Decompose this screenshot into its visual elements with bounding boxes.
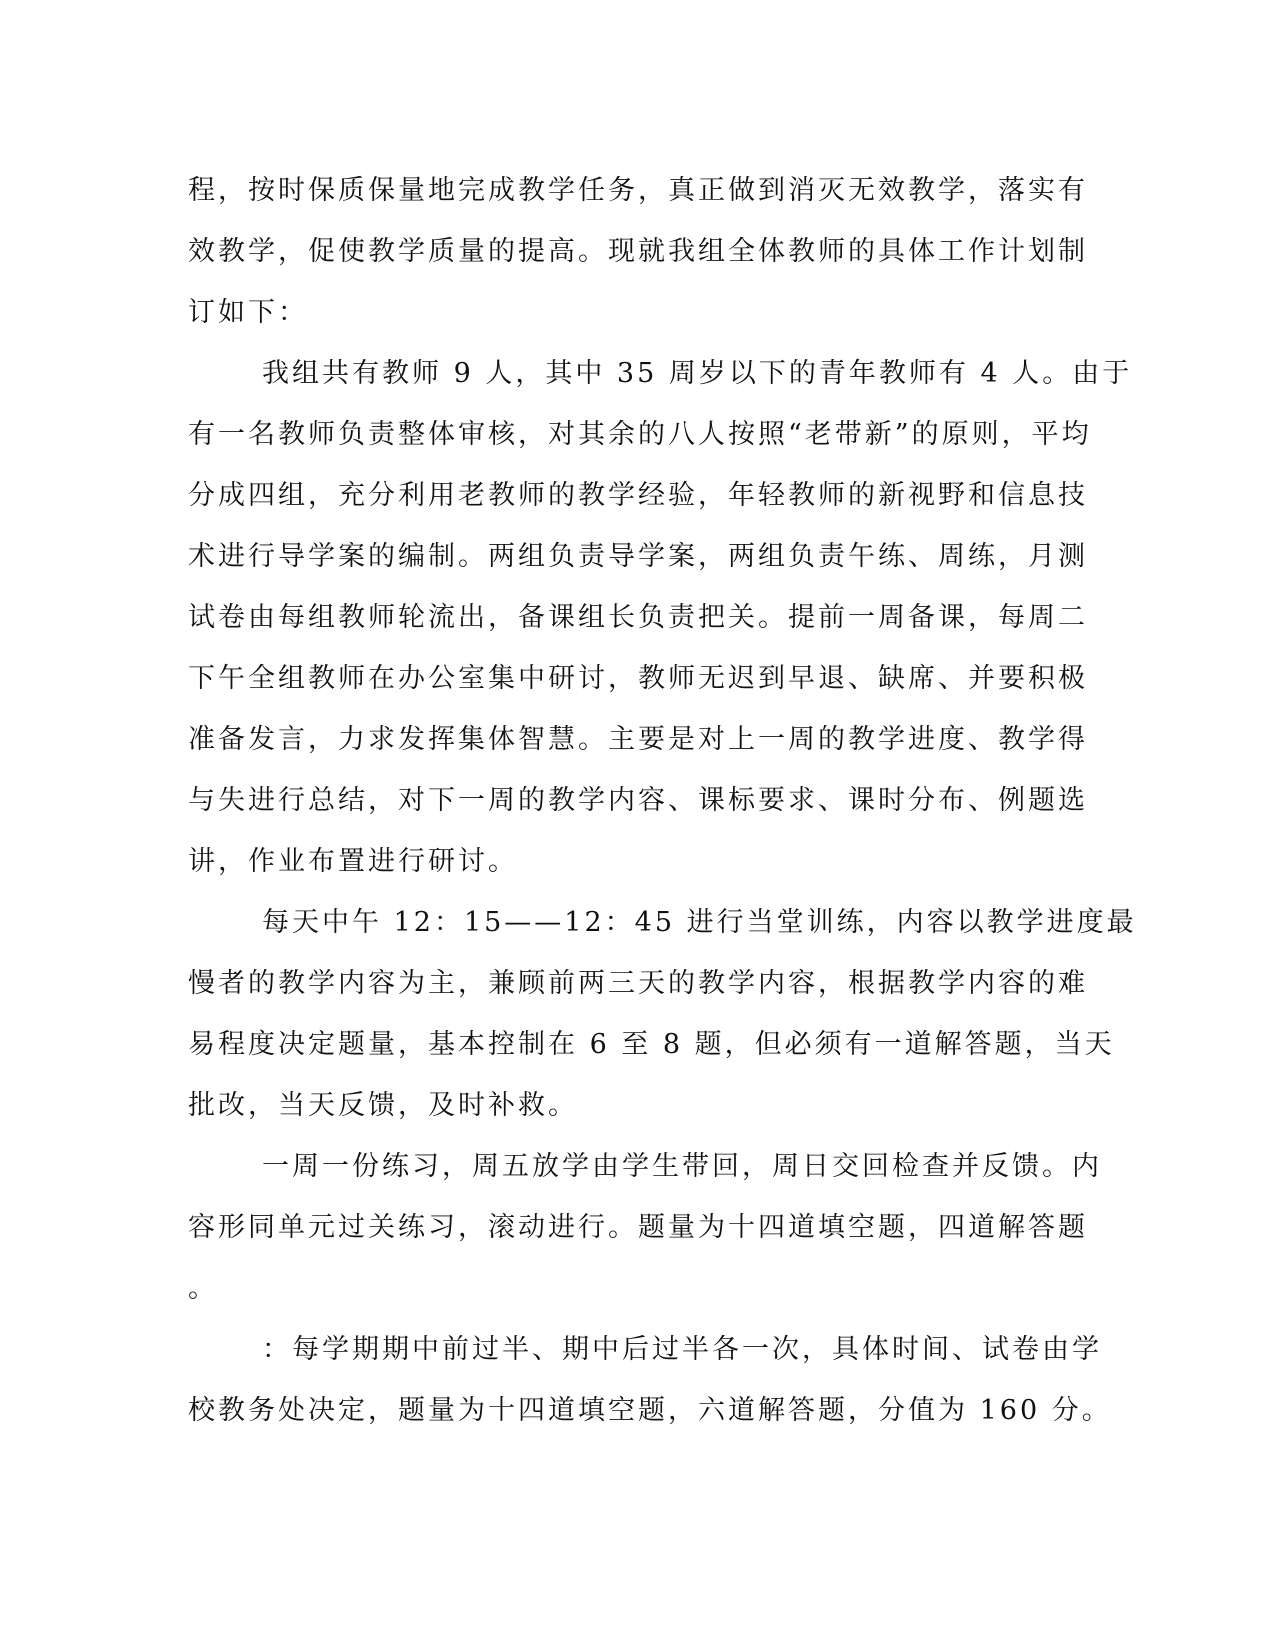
text-line: 试卷由每组教师轮流出，备课组长负责把关。提前一周备课，每周二 xyxy=(188,602,1088,633)
text-line: 校教务处决定，题量为十四道填空题，六道解答题，分值为 160 分。 xyxy=(188,1395,1112,1426)
text-line: 术进行导学案的编制。两组负责导学案，两组负责午练、周练，月测 xyxy=(188,541,1088,572)
text-line: 与失进行总结，对下一周的教学内容、课标要求、课时分布、例题选 xyxy=(188,785,1088,816)
text-line: 讲，作业布置进行研讨。 xyxy=(188,846,518,877)
text-line: 分成四组，充分利用老教师的教学经验，年轻教师的新视野和信息技 xyxy=(188,480,1088,511)
text-line: 批改，当天反馈，及时补救。 xyxy=(188,1090,578,1121)
text-line: 一周一份练习，周五放学由学生带回，周日交回检查并反馈。内 xyxy=(262,1151,1102,1182)
text-line: ：每学期期中前过半、期中后过半各一次，具体时间、试卷由学 xyxy=(262,1334,1102,1365)
text-line: 我组共有教师 9 人，其中 35 周岁以下的青年教师有 4 人。由于 xyxy=(262,358,1133,389)
document-body xyxy=(188,160,1137,1441)
text-line: 。 xyxy=(188,1273,218,1304)
text-line: 程，按时保质保量地完成教学任务，真正做到消灭无效教学，落实有 xyxy=(188,175,1088,206)
text-line: 下午全组教师在办公室集中研讨，教师无迟到早退、缺席、并要积极 xyxy=(188,663,1088,694)
text-line: 慢者的教学内容为主，兼顾前两三天的教学内容，根据教学内容的难 xyxy=(188,968,1088,999)
text-line: 容形同单元过关练习，滚动进行。题量为十四道填空题，四道解答题 xyxy=(188,1212,1088,1243)
text-line: 易程度决定题量，基本控制在 6 至 8 题，但必须有一道解答题，当天 xyxy=(188,1029,1115,1060)
text-line: 效教学，促使教学质量的提高。现就我组全体教师的具体工作计划制 xyxy=(188,236,1088,267)
text-line: 订如下： xyxy=(188,297,308,328)
text-line: 准备发言，力求发挥集体智慧。主要是对上一周的教学进度、教学得 xyxy=(188,724,1088,755)
text-line: 每天中午 12：15——12：45 进行当堂训练，内容以教学进度最 xyxy=(262,907,1137,938)
text-line: 有一名教师负责整体审核，对其余的八人按照“老带新”的原则，平均 xyxy=(188,419,1092,450)
